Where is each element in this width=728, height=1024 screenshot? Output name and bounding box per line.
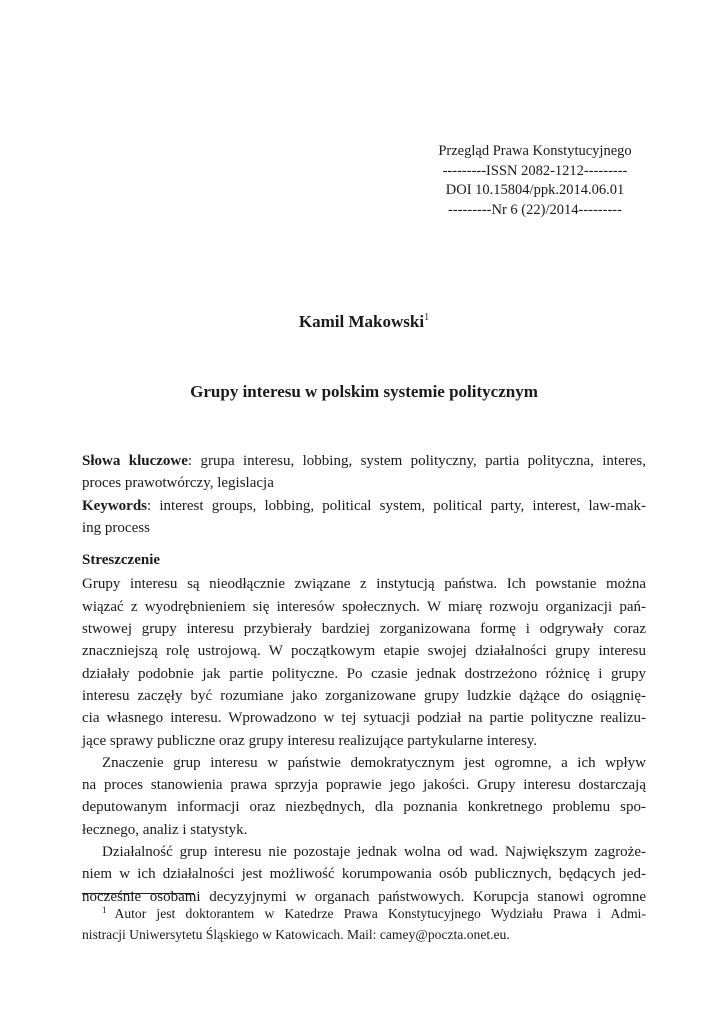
footnote bbox=[82, 900, 646, 945]
abstract-heading: Streszczenie bbox=[82, 552, 161, 569]
article-title: Grupy interesu w polskim systemie politycznym bbox=[190, 382, 538, 401]
keywords-english-line: ing process bbox=[82, 519, 150, 536]
paragraph-line: Znaczenie grup interesu w państwie demokratycznym jest ogromne, a ich wpływ bbox=[102, 754, 646, 771]
abstract-paragraph-3 bbox=[82, 841, 646, 908]
keywords-polish-label: Słowa kluczowe bbox=[82, 453, 188, 469]
journal-issue-number: ---------Nr 6 (22)/2014--------- bbox=[448, 201, 622, 218]
keywords-polish bbox=[82, 450, 646, 495]
paragraph-line: łecznego, analiz i statystyk. bbox=[82, 821, 248, 838]
author-name: Kamil Makowski bbox=[298, 312, 425, 331]
keywords-english-line: Keywords: interest groups, lobbing, political system, political party, interest, law-mak- bbox=[82, 497, 646, 514]
paragraph-line: na proces stanowienia prawa sprzyja poprawie jego jakości. Grupy interesu dostarczają bbox=[82, 777, 646, 794]
paragraph-line: znaczniejszą rolę ustrojową. W początkowym etapie swojej działalności grupy interesu bbox=[82, 643, 646, 660]
paragraph-line: jące sprawy publiczne oraz grupy interesu realizujące partykularne interesy. bbox=[82, 732, 538, 749]
journal-issn: ---------ISSN 2082-1212--------- bbox=[442, 162, 628, 179]
paragraph-line: interesu zaczęły być rozumiane jako zorganizowane grupy ludzkie dążące do osiągnię- bbox=[82, 687, 646, 704]
paragraph-line: Grupy interesu są nieodłącznie związane z instytucją państwa. Ich powstanie można bbox=[82, 576, 646, 593]
author-footnote-ref: 1 bbox=[424, 312, 430, 323]
paragraph-line: nocześnie osobami decyzyjnymi w organach państwowych. Korupcja stanowi ogromne bbox=[82, 888, 646, 905]
journal-header bbox=[400, 142, 670, 220]
keywords-polish-line: proces prawotwórczy, legislacja bbox=[82, 475, 274, 492]
author-line bbox=[0, 312, 728, 332]
keywords-polish-line: Słowa kluczowe: grupa interesu, lobbing, system polityczny, partia polityczna, interes, bbox=[82, 453, 646, 469]
paragraph-line: stwowej grupy interesu przybierały bardziej zorganizowana formę i odgrywały coraz bbox=[82, 621, 646, 638]
abstract-paragraph-2 bbox=[82, 752, 646, 841]
paragraph-line: wiązać z wyodrębnieniem się interesów społecznych. W miarę rozwoju organizacji pań- bbox=[82, 598, 646, 615]
journal-name: Przegląd Prawa Konstytucyjnego bbox=[438, 143, 632, 159]
journal-doi: DOI 10.15804/ppk.2014.06.01 bbox=[445, 182, 625, 198]
keywords-english bbox=[82, 495, 646, 540]
article-body bbox=[82, 450, 646, 908]
paragraph-line: cia własnego interesu. Wprowadzono w tej sytuacji podział na partie polityczne realizu- bbox=[82, 710, 646, 727]
paragraph-line: Działalność grup interesu nie pozostaje jednak wolna od wad. Największym zagroże- bbox=[102, 844, 646, 861]
paragraph-line: niem w ich działalności jest możliwość korumpowania osób publicznych, będących jed- bbox=[82, 866, 646, 883]
paragraph-line: deputowanym informacji oraz niezbędnych, dla poznania konkretnego problemu spo- bbox=[82, 799, 646, 816]
footnote-divider bbox=[82, 893, 194, 894]
footnote-marker: 1 bbox=[102, 905, 107, 915]
paragraph-line: działały podobnie jak partie polityczne. Po czasie jednak dostrzeżono różnicę i grupy bbox=[82, 665, 646, 682]
footnote-line: $^1$ Autor jest doktorantem w Katedrze Prawa Konstytucyjnego Wydziału Prawa i Admi- bbox=[102, 905, 646, 921]
footnote-line: nistracji Uniwersytetu Śląskiego w Katowicach. Mail: camey@poczta.onet.eu. bbox=[82, 927, 510, 942]
abstract-paragraph-1 bbox=[82, 573, 646, 751]
keywords-english-label: Keywords bbox=[82, 497, 147, 514]
